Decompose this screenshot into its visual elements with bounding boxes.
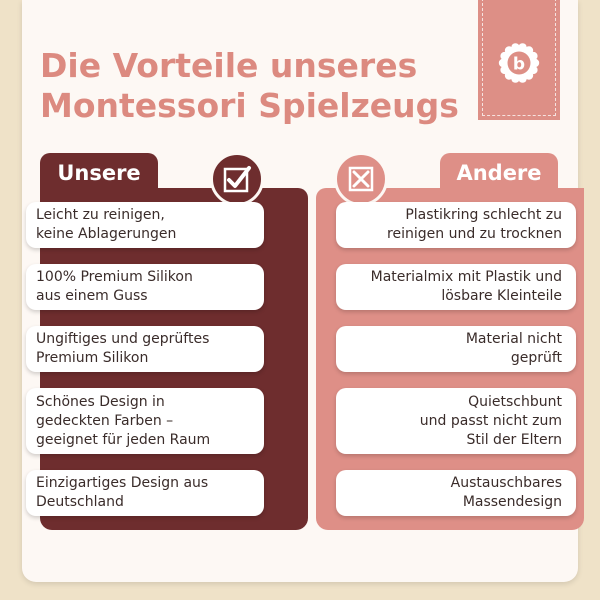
title-line-1: Die Vorteile unseres — [40, 46, 418, 85]
tab-andere: Andere — [440, 153, 558, 193]
our-benefit-item: Leicht zu reinigen, keine Ablagerungen — [26, 202, 264, 248]
other-drawback-item: Material nicht geprüft — [336, 326, 576, 372]
brand-bookmark — [478, 0, 560, 120]
cross-badge — [334, 152, 388, 206]
page-title — [40, 46, 460, 126]
tab-unsere: Unsere — [40, 153, 158, 193]
title-line-2: Montessori Spielzeugs — [40, 86, 459, 125]
flower-logo-icon — [496, 40, 542, 86]
our-benefit-item: Schönes Design in gedeckten Farben – geeignet für jeden Raum — [26, 388, 264, 454]
our-benefit-item: Ungiftiges und geprüftes Premium Silikon — [26, 326, 264, 372]
logo-letter: b — [512, 54, 526, 75]
other-drawback-item: Quietschbunt und passt nicht zum Stil der Eltern — [336, 388, 576, 454]
other-drawback-item: Plastikring schlecht zu reinigen und zu trocknen — [336, 202, 576, 248]
checkbox-cross-icon — [337, 155, 385, 203]
our-benefit-item: 100% Premium Silikon aus einem Guss — [26, 264, 264, 310]
checkbox-check-icon — [213, 155, 261, 203]
our-benefit-item: Einzigartiges Design aus Deutschland — [26, 470, 264, 516]
other-drawback-item: Austauschbares Massendesign — [336, 470, 576, 516]
check-badge — [210, 152, 264, 206]
other-drawback-item: Materialmix mit Plastik und lösbare Kleinteile — [336, 264, 576, 310]
